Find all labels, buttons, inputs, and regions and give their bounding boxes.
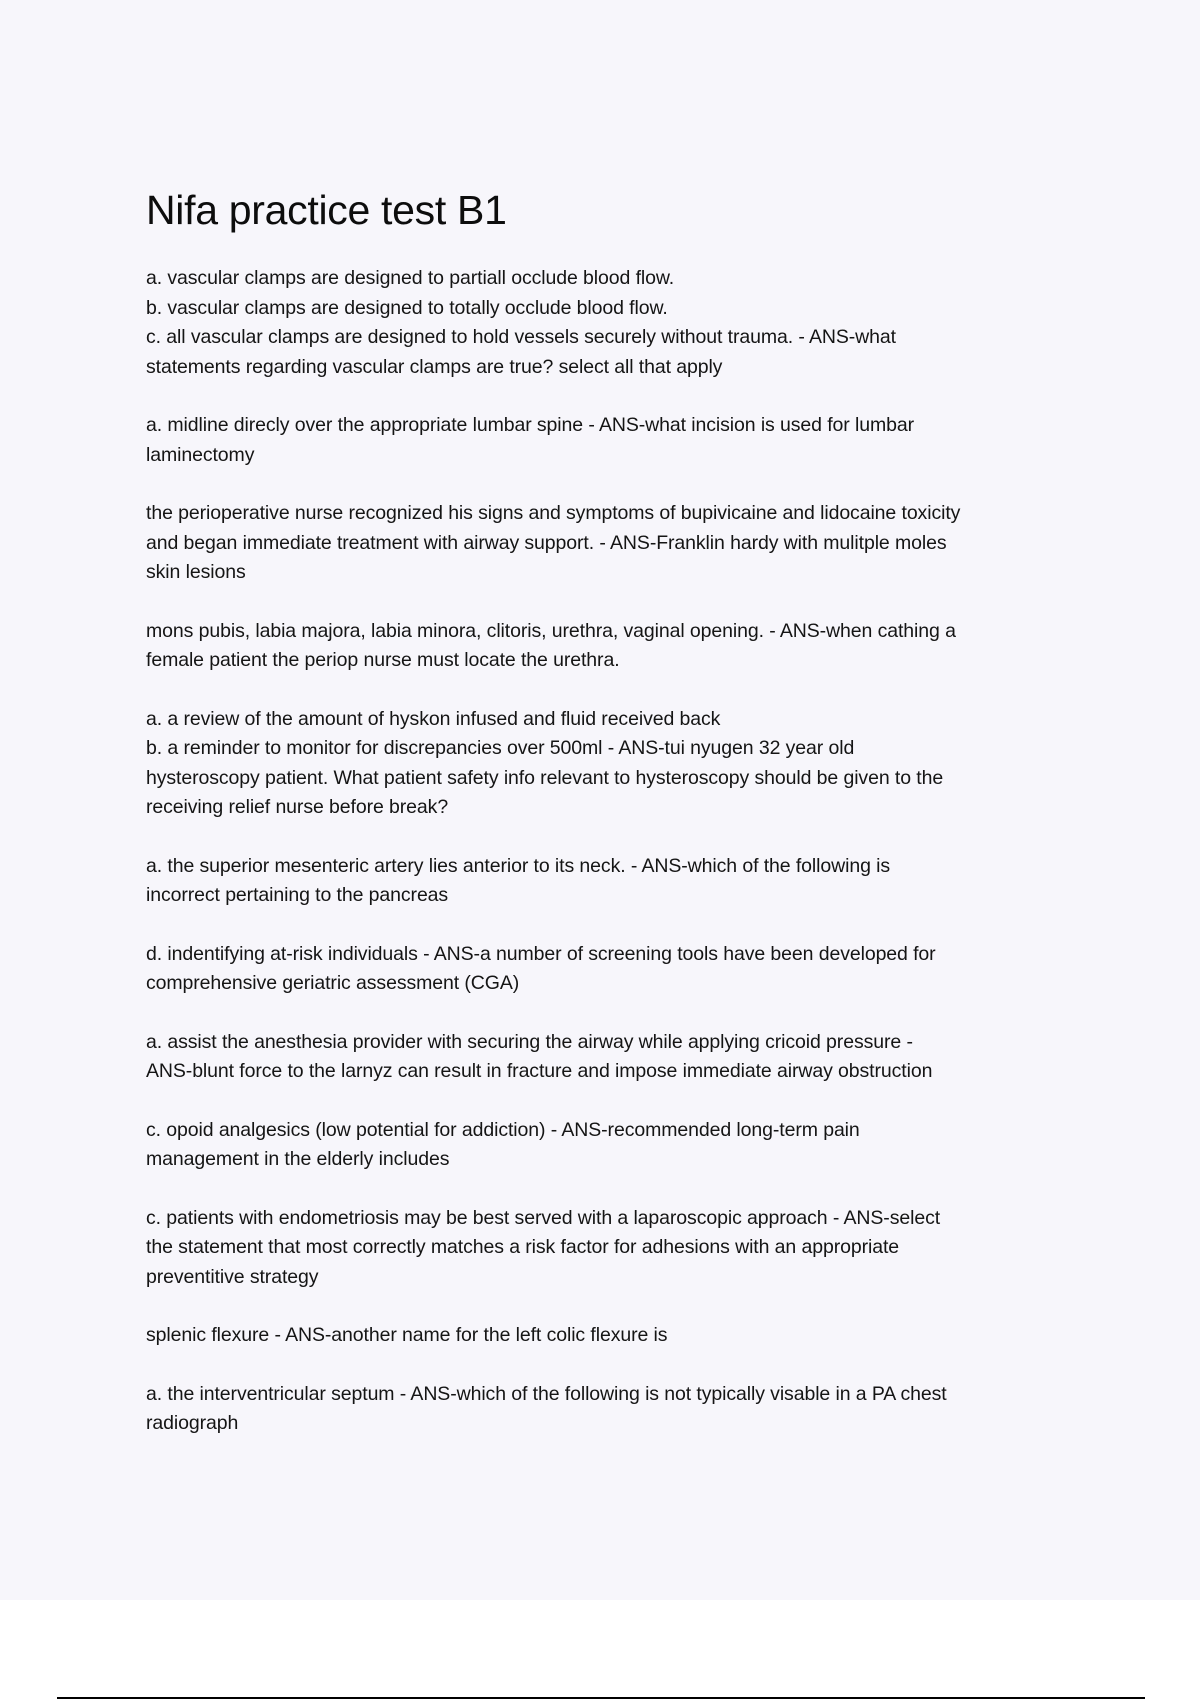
qa-item-5: [146, 705, 1096, 823]
qa-line: a. assist the anesthesia provider with securing the airway while applying cricoid pressure -: [146, 1030, 913, 1053]
qa-line: receiving relief nurse before break?: [146, 796, 449, 818]
qa-line: the statement that most correctly matches a risk factor for adhesions with an appropriate: [146, 1236, 900, 1258]
qa-line: preventitive strategy: [146, 1265, 319, 1288]
qa-item-6: [146, 852, 1096, 911]
qa-line: incorrect pertaining to the pancreas: [146, 884, 449, 906]
qa-line: a. midline direcly over the appropriate lumbar spine - ANS-what incision is used for lumbar: [146, 414, 915, 436]
qa-item-7: [146, 940, 1096, 999]
qa-line: comprehensive geriatric assessment (CGA): [146, 972, 520, 994]
qa-line: mons pubis, labia majora, labia minora, clitoris, urethra, vaginal opening. - ANS-when cathing a: [146, 619, 956, 642]
qa-item-9: [146, 1116, 1096, 1175]
qa-item-12: [146, 1380, 1096, 1439]
qa-line: female patient the periop nurse must locate the urethra.: [146, 649, 620, 671]
qa-line: c. opoid analgesics (low potential for addiction) - ANS-recommended long-term pain: [146, 1118, 860, 1141]
qa-line: c. patients with endometriosis may be best served with a laparoscopic approach - ANS-select: [146, 1206, 941, 1229]
qa-item-1: [146, 264, 1096, 382]
qa-line: management in the elderly includes: [146, 1148, 450, 1170]
qa-line: d. indentifying at-risk individuals - ANS-a number of screening tools have been developed for: [146, 942, 936, 965]
qa-item-3: [146, 499, 1096, 588]
qa-item-8: [146, 1028, 1096, 1087]
qa-line: laminectomy: [146, 443, 255, 466]
document-body: [146, 186, 1096, 1468]
qa-line: a. the interventricular septum - ANS-which of the following is not typically visable in a PA chest: [146, 1382, 947, 1405]
footer-divider: [57, 1697, 1145, 1699]
qa-line: a. the superior mesenteric artery lies anterior to its neck. - ANS-which of the following is: [146, 854, 891, 877]
qa-line: a. a review of the amount of hyskon infused and fluid received back: [146, 707, 721, 730]
qa-line: and began immediate treatment with airway support. - ANS-Franklin hardy with mulitple moles: [146, 531, 947, 554]
qa-line: ANS-blunt force to the larnyz can result in fracture and impose immediate airway obstruction: [146, 1060, 933, 1082]
qa-line: hysteroscopy patient. What patient safety info relevant to hysteroscopy should be given to the: [146, 766, 944, 789]
qa-line: c. all vascular clamps are designed to hold vessels securely without trauma. - ANS-what: [146, 326, 896, 348]
qa-item-10: [146, 1204, 1096, 1293]
qa-line: radiograph: [146, 1412, 239, 1434]
qa-item-4: [146, 617, 1096, 676]
qa-line: splenic flexure - ANS-another name for the left colic flexure is: [146, 1324, 668, 1346]
qa-line: the perioperative nurse recognized his signs and symptoms of bupivicaine and lidocaine toxicity: [146, 502, 961, 524]
qa-item-2: [146, 411, 1096, 470]
document-title: Nifa practice test B1: [146, 187, 507, 233]
qa-line: b. a reminder to monitor for discrepancies over 500ml - ANS-tui nyugen 32 year old: [146, 737, 855, 759]
qa-line: statements regarding vascular clamps are true? select all that apply: [146, 355, 723, 378]
qa-line: b. vascular clamps are designed to totally occlude blood flow.: [146, 296, 668, 319]
qa-list: [146, 264, 1096, 1439]
qa-line: a. vascular clamps are designed to partiall occlude blood flow.: [146, 267, 675, 289]
qa-item-11: [146, 1321, 1096, 1351]
qa-line: skin lesions: [146, 561, 246, 583]
